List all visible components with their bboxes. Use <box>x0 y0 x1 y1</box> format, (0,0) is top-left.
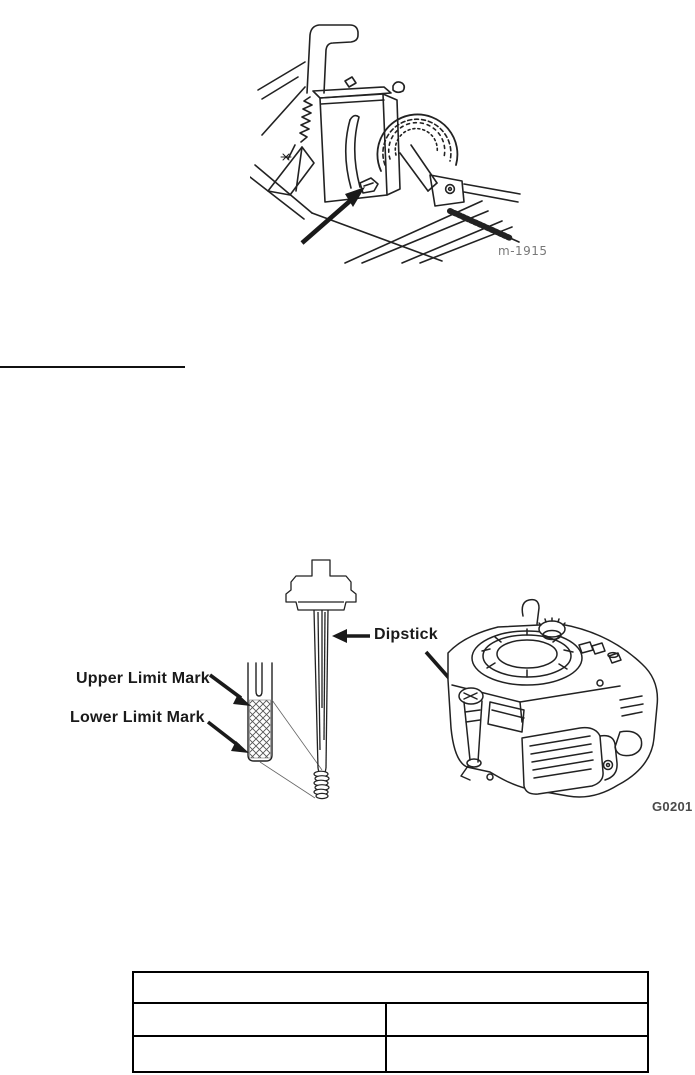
lower-limit-mark-label: Lower Limit Mark <box>70 709 205 726</box>
lower-limit-arrow <box>208 722 249 753</box>
upper-limit-mark-label: Upper Limit Mark <box>76 670 210 687</box>
dipstick-label: Dipstick <box>374 626 438 643</box>
figure-caption-g0201: G0201 <box>652 799 693 814</box>
spec-table-cell <box>386 1003 648 1036</box>
upper-limit-arrow <box>210 675 251 706</box>
callout-arrow <box>302 187 365 243</box>
dipstick-arrow <box>332 629 370 643</box>
dipstick-figure <box>60 550 695 815</box>
figure-caption-m1915: m-1915 <box>498 244 548 258</box>
spec-table-cell <box>386 1036 648 1072</box>
spec-table-cell <box>133 1003 386 1036</box>
section-divider-rule <box>0 366 185 368</box>
spec-table <box>132 971 649 1073</box>
spec-table-cell <box>133 1036 386 1072</box>
spec-table-header-cell <box>133 972 648 1003</box>
lever-assembly-drawing <box>250 5 580 265</box>
lever-assembly-figure <box>250 5 580 265</box>
